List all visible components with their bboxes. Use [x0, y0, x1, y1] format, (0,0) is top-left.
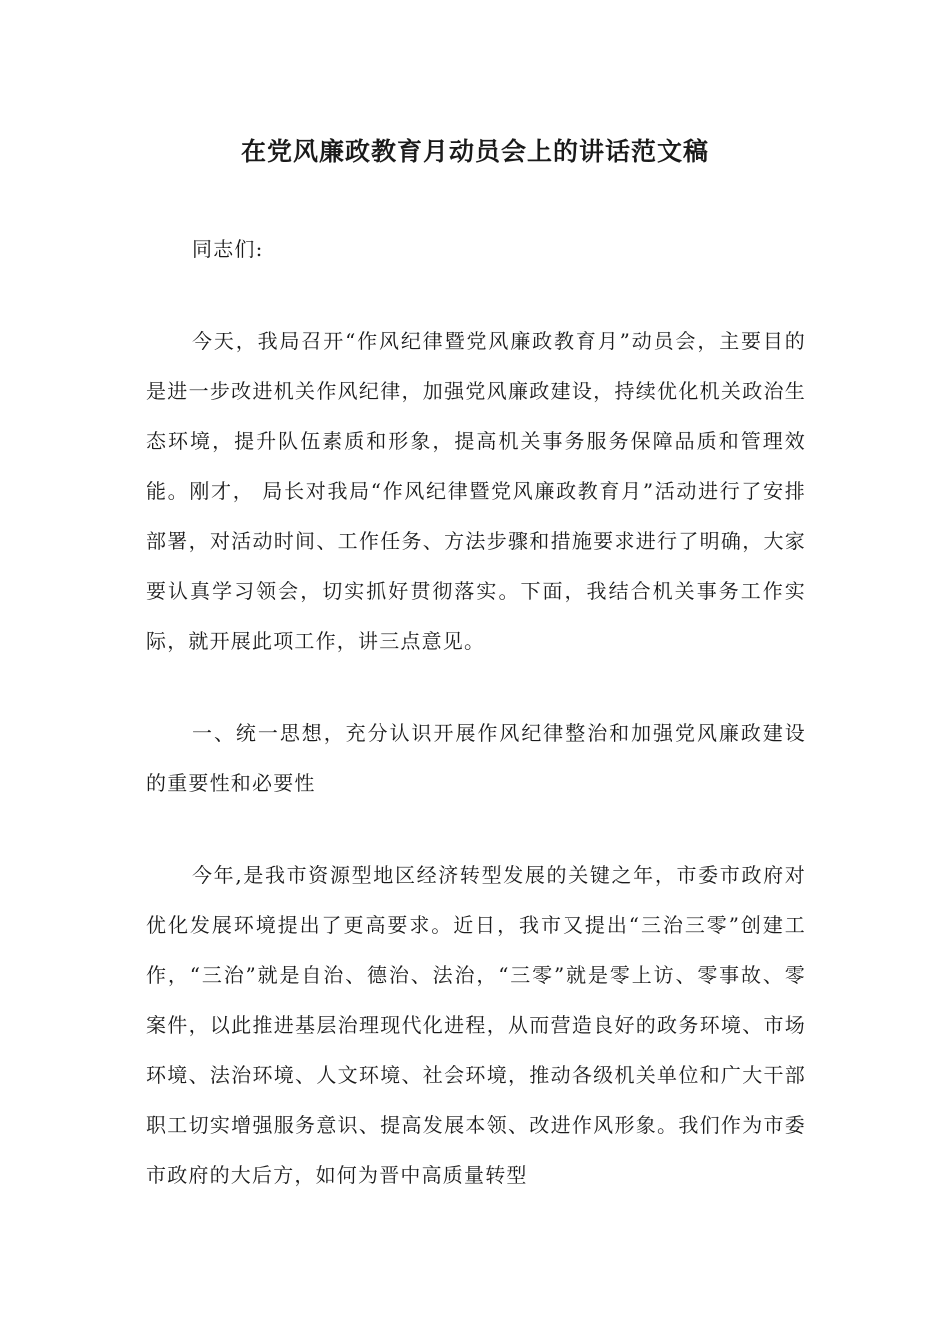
document-title: 在党风廉政教育月动员会上的讲话范文稿 [240, 137, 709, 166]
paragraph-gap [146, 274, 806, 316]
salutation: 同志们: [192, 237, 264, 261]
paragraph-intro: 今天，我局召开“作风纪律暨党风廉政教育月”动员会，主要目的是进一步改进机关作风纪律，加强党风廉政建设，持续优化机关政治生态环境，提升队伍素质和形象，提高机关事务服务保障品质和管理效能。刚才， 局长对我局“作风纪律暨党风廉政教育月”活动进行了安排部署，对活动时间、工作任务、方法步骤和措施要求进行了明确，大家要认真学习领会，切实抓好贯彻落实。下面，我结合机关事务工作实际，就开展此项工作，讲三点意见。 [146, 329, 806, 653]
paragraph-gap [146, 808, 806, 850]
paragraph-section-one: 今年,是我市资源型地区经济转型发展的关键之年，市委市政府对优化发展环境提出了更高要求。近日，我市又提出“三治三零”创建工作，“三治”就是自治、德治、法治，“三零”就是零上访、零事故、零案件，以此推进基层治理现代化进程，从而营造良好的政务环境、市场环境、法治环境、人文环境、社会环境，推动各级机关单位和广大干部职工切实增强服务意识、提高发展本领、改进作风形象。我们作为市委市政府的大后方，如何为晋中高质量转型 [146, 863, 806, 1187]
section-heading-one: 一、统一思想，充分认识开展作风纪律整治和加强党风廉政建设的重要性和必要性 [146, 721, 806, 795]
paragraph-gap [146, 666, 806, 708]
document-body [146, 224, 806, 1200]
